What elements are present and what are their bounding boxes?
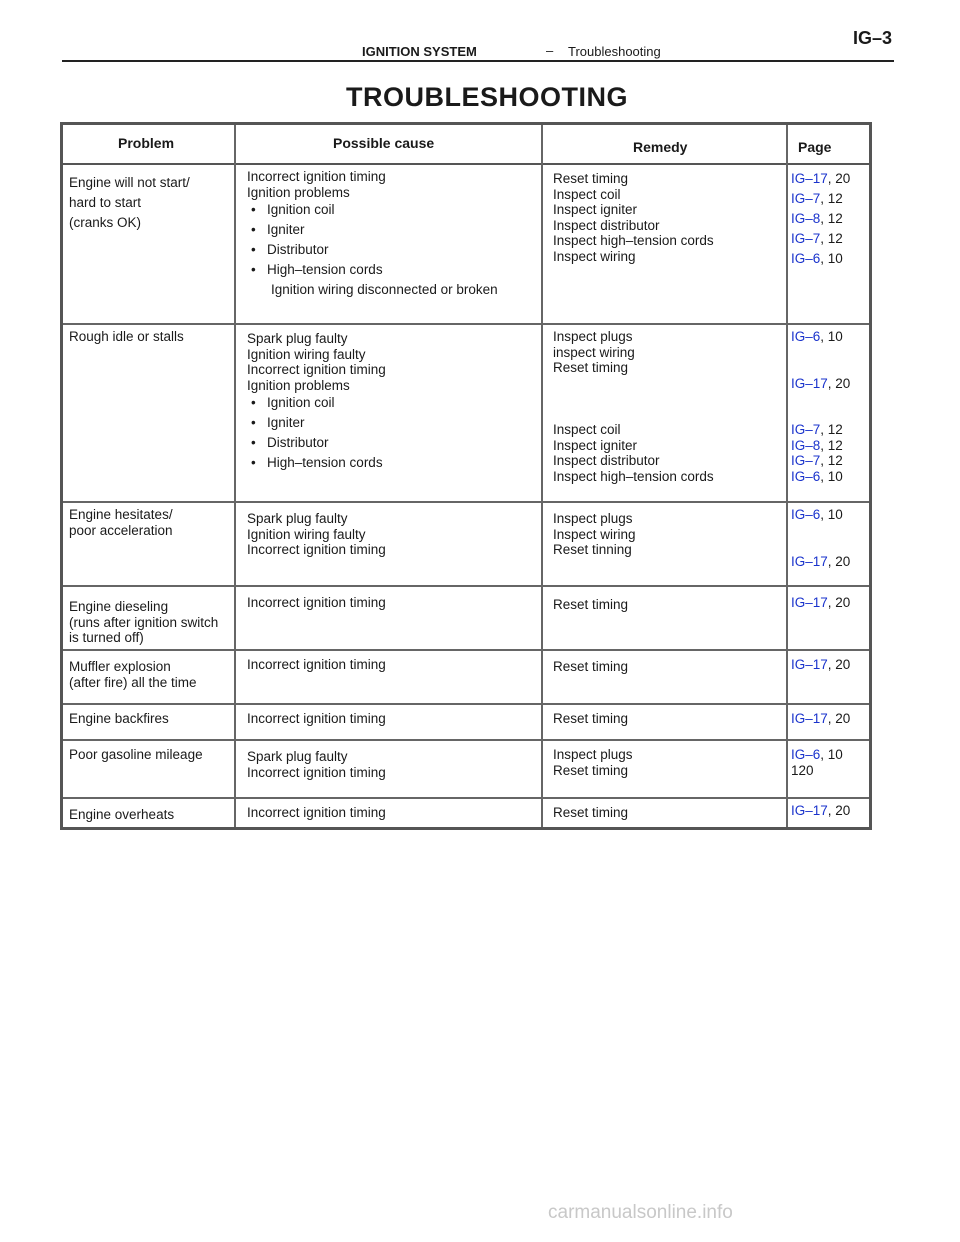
problem-text: (after fire) all the time — [69, 674, 197, 690]
remedy-text: Inspect coil — [553, 422, 621, 437]
problem-text: poor acceleration — [69, 522, 173, 538]
page-reference — [791, 657, 850, 673]
column-header-problem: Problem — [118, 135, 175, 151]
remedy-text — [553, 407, 714, 423]
cause-text: Incorrect ignition timing — [247, 711, 386, 726]
remedy-text: Reset timing — [553, 711, 629, 726]
page-reference-link[interactable]: IG–6 — [791, 468, 821, 484]
page-reference — [791, 538, 850, 554]
problem-cell — [69, 711, 169, 727]
remedy-text: Reset timing — [553, 597, 629, 612]
remedy-text: Inspect igniter — [553, 202, 638, 217]
page-reference — [791, 763, 843, 779]
page-number: , 20 — [827, 553, 851, 569]
page-reference-link[interactable]: IG–7 — [791, 422, 821, 437]
problem-text: is turned off) — [69, 630, 144, 645]
cause-text: Incorrect ignition timing — [247, 805, 386, 820]
problem-cell — [69, 507, 173, 538]
cause-text: Incorrect ignition timing — [247, 764, 386, 780]
table-row — [63, 585, 869, 651]
page-number: , 20 — [827, 171, 851, 186]
remedy-text: Inspect high–tension cords — [553, 468, 714, 484]
watermark-footer: carmanualsonline.info — [548, 1202, 733, 1223]
problem-text: Engine hesitates/ — [69, 507, 173, 522]
column-header-page: Page — [798, 139, 832, 155]
remedy-cell — [553, 659, 628, 675]
table-row — [63, 323, 869, 503]
page-reference-link[interactable]: IG–17 — [791, 375, 828, 391]
page-number: , 20 — [827, 375, 851, 391]
cause-bullet-item: • Distributor — [247, 240, 498, 260]
cause-text: Spark plug faulty — [247, 749, 348, 764]
page-reference — [791, 345, 850, 361]
header-page-id: IG–3 — [852, 28, 892, 48]
page-number: , 20 — [827, 595, 851, 610]
remedy-text: Inspect distributor — [553, 453, 660, 468]
page-reference — [791, 422, 850, 438]
cause-bullet-item: • Distributor — [247, 433, 386, 453]
remedy-cell — [553, 171, 714, 264]
page-number: , 10 — [820, 507, 843, 522]
page-title: TROUBLESHOOTING — [346, 82, 628, 112]
remedy-text: Inspect coil — [553, 186, 621, 202]
remedy-text: Inspect igniter — [553, 437, 638, 453]
page-cell — [791, 803, 850, 819]
remedy-text: Reset timing — [553, 360, 629, 375]
page-reference — [791, 209, 850, 229]
remedy-cell — [553, 805, 628, 821]
page-number: , 10 — [820, 329, 843, 344]
page-reference-link[interactable]: IG–17 — [791, 595, 828, 610]
table-header-row — [63, 125, 869, 165]
remedy-text: inspect wiring — [553, 344, 635, 360]
problem-text: Engine backfires — [69, 711, 169, 726]
page-reference — [791, 189, 850, 209]
remedy-cell — [553, 711, 628, 727]
cause-bullet-item: • Ignition coil — [247, 393, 386, 413]
cause-cell — [247, 595, 386, 611]
page-reference-link[interactable]: IG–17 — [791, 803, 828, 818]
problem-cell — [69, 747, 203, 763]
page-reference-link[interactable]: IG–17 — [791, 711, 828, 726]
page-cell — [791, 747, 843, 778]
page-number: , 20 — [827, 803, 851, 818]
problem-cell — [69, 329, 184, 345]
remedy-text — [553, 391, 714, 407]
remedy-text: Inspect plugs — [553, 511, 633, 526]
problem-cell — [69, 599, 218, 646]
page-reference-link[interactable]: IG–8 — [791, 211, 821, 226]
remedy-text: Reset timing — [553, 171, 629, 186]
page-reference — [791, 803, 850, 819]
cause-cell — [247, 169, 498, 300]
page-reference — [791, 469, 850, 485]
table-row — [63, 739, 869, 799]
page-number: , 12 — [820, 453, 843, 468]
remedy-text: Reset timing — [553, 659, 629, 674]
problem-text: hard to start — [69, 195, 142, 210]
remedy-text: Inspect distributor — [553, 217, 660, 233]
cause-text: Incorrect ignition timing — [247, 595, 386, 610]
remedy-text: Reset tinning — [553, 542, 632, 557]
page-reference — [791, 595, 850, 611]
problem-text: Muffler explosion — [69, 659, 171, 674]
page-number: , 12 — [820, 422, 843, 437]
page-reference-link[interactable]: IG–6 — [791, 747, 821, 762]
page-number: , 10 — [820, 251, 843, 266]
table-row — [63, 649, 869, 705]
page-reference — [791, 169, 850, 189]
page-reference — [791, 438, 850, 454]
remedy-text: Inspect wiring — [553, 526, 636, 542]
page-reference — [791, 507, 850, 523]
column-header-possible-cause: Possible cause — [333, 135, 435, 151]
page-reference — [791, 249, 850, 269]
page-cell — [791, 507, 850, 569]
page-reference — [791, 229, 850, 249]
remedy-text: Reset timing — [553, 805, 629, 820]
page-reference — [791, 329, 850, 345]
page-cell — [791, 595, 850, 611]
header-separator: – — [546, 43, 554, 58]
page-reference-link[interactable]: IG–8 — [791, 437, 821, 453]
page-reference-link[interactable]: IG–6 — [791, 251, 821, 266]
page-number: , 12 — [820, 231, 843, 246]
problem-cell — [69, 659, 197, 690]
cause-bullet-item: • Ignition coil — [247, 200, 498, 220]
page-reference — [791, 711, 850, 727]
table-row — [63, 163, 869, 325]
remedy-cell — [553, 747, 633, 778]
page-cell — [791, 329, 850, 484]
remedy-text — [553, 376, 714, 392]
page-reference — [791, 523, 850, 539]
remedy-text: Inspect wiring — [553, 248, 636, 264]
cause-cell — [247, 511, 386, 558]
page-reference-link[interactable]: IG–17 — [791, 171, 828, 186]
page-reference-link[interactable]: IG–7 — [791, 453, 821, 468]
page-reference-link[interactable]: IG–7 — [791, 191, 821, 206]
troubleshooting-table — [60, 122, 872, 830]
page-cell — [791, 657, 850, 673]
page-cell — [791, 169, 850, 269]
remedy-cell — [553, 597, 628, 613]
table-row — [63, 501, 869, 587]
page-reference — [791, 407, 850, 423]
page-number: , 12 — [820, 191, 843, 206]
header-subsection: Troubleshooting — [568, 44, 661, 59]
cause-text: Ignition wiring disconnected or broken — [271, 282, 498, 297]
page-number: , 10 — [820, 747, 843, 762]
remedy-text: Reset timing — [553, 762, 629, 778]
header-section: IGNITION SYSTEM — [362, 44, 477, 59]
cause-text: Spark plug faulty — [247, 331, 348, 346]
cause-cell — [247, 805, 386, 821]
page-reference — [791, 453, 850, 469]
cause-bullet-item: • High–tension cords — [247, 453, 386, 473]
cause-cell — [247, 657, 386, 673]
page-reference — [791, 391, 850, 407]
page-reference — [791, 360, 850, 376]
page-cell — [791, 711, 850, 727]
remedy-text: Inspect plugs — [553, 329, 633, 344]
page-reference-link[interactable]: IG–17 — [791, 657, 828, 672]
cause-cell — [247, 711, 386, 727]
page-number: , 12 — [820, 211, 843, 226]
page-reference — [791, 747, 843, 763]
cause-text: Spark plug faulty — [247, 511, 348, 526]
cause-text: Incorrect ignition timing — [247, 169, 386, 184]
cause-bullet-item: • Igniter — [247, 220, 498, 240]
cause-cell — [247, 749, 386, 780]
remedy-cell — [553, 511, 636, 558]
page-number: 120 — [791, 762, 814, 778]
cause-text: Incorrect ignition timing — [247, 362, 386, 377]
problem-text: (cranks OK) — [69, 215, 142, 230]
page-number: , 20 — [827, 657, 851, 672]
page-reference-link[interactable]: IG–6 — [791, 507, 821, 522]
problem-text: Rough idle or stalls — [69, 329, 184, 344]
remedy-text: Inspect high–tension cords — [553, 233, 714, 248]
problem-cell — [69, 807, 174, 823]
table-row — [63, 703, 869, 741]
problem-text: Engine dieseling — [69, 599, 169, 614]
problem-text: (runs after ignition switch — [69, 614, 219, 630]
page-header — [62, 28, 894, 62]
page-number: , 10 — [820, 468, 843, 484]
column-header-remedy: Remedy — [633, 139, 688, 155]
remedy-cell — [553, 329, 714, 484]
cause-text: Ignition wiring faulty — [247, 526, 366, 542]
cause-bullet-item: • High–tension cords — [247, 260, 498, 280]
page-reference-link[interactable]: IG–7 — [791, 231, 821, 246]
cause-text: Ignition problems — [247, 377, 350, 393]
page-reference-link[interactable]: IG–6 — [791, 329, 821, 344]
page-number: , 20 — [827, 711, 851, 726]
problem-text: Engine overheats — [69, 807, 175, 822]
cause-text: Ignition problems — [247, 184, 350, 200]
page-reference-link[interactable]: IG–17 — [791, 553, 828, 569]
problem-text: Engine will not start/ — [69, 175, 190, 190]
problem-text: Poor gasoline mileage — [69, 747, 203, 762]
cause-text: Ignition wiring faulty — [247, 346, 366, 362]
page-reference — [791, 554, 850, 570]
problem-cell — [69, 173, 190, 233]
page-reference — [791, 376, 850, 392]
table-row — [63, 797, 869, 830]
cause-text: Incorrect ignition timing — [247, 657, 386, 672]
cause-bullet-item: • Igniter — [247, 413, 386, 433]
remedy-text: Inspect plugs — [553, 747, 633, 762]
cause-cell — [247, 331, 386, 473]
cause-text: Incorrect ignition timing — [247, 542, 386, 557]
page-number: , 12 — [820, 437, 843, 453]
